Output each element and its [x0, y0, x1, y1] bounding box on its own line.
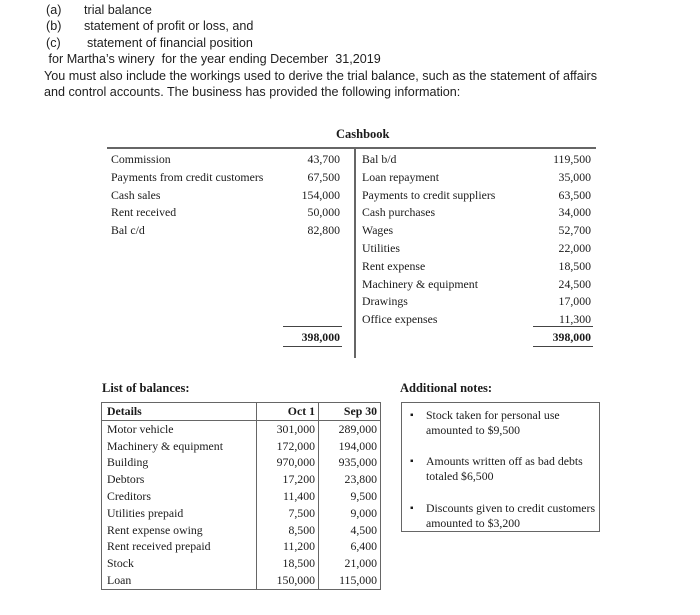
debit-total: 398,000 [301, 330, 340, 344]
table-row [102, 505, 381, 522]
credit-entry-value: 63,500 [558, 187, 591, 202]
row-oct-1: 301,000 [257, 420, 319, 437]
bullet-icon: ▪ [410, 456, 414, 467]
row-label: Motor vehicle [107, 421, 174, 436]
debit-entry-label: Payments from credit customers [111, 169, 264, 184]
cashbook-debit-labels [111, 151, 263, 240]
credit-entry-label: Bal b/d [362, 152, 397, 166]
credit-entry-label: Wages [362, 223, 394, 238]
debit-entry-value: 82,800 [307, 223, 340, 238]
row-label: Machinery & equipment [107, 438, 223, 453]
credit-entry-label: Office expenses [362, 312, 438, 327]
credit-entry-value: 17,000 [558, 294, 591, 309]
cashbook-divider [354, 148, 356, 358]
row-oct-1: 11,200 [257, 538, 319, 555]
debit-entry-label: Cash sales [111, 187, 161, 202]
debit-total-bottom-rule [283, 346, 342, 347]
cashbook-credit-values [505, 151, 591, 329]
header-details: Details [102, 403, 257, 421]
table-header-row [102, 403, 381, 421]
row-label: Stock [107, 556, 134, 571]
notes-title: Additional notes: [400, 381, 493, 395]
instruction-line-3: and control accounts. The business has provided the following information: [44, 84, 461, 99]
row-oct-1: 7,500 [257, 505, 319, 522]
row-sep-30: 23,800 [319, 471, 381, 488]
credit-entry-value: 52,700 [558, 223, 591, 238]
table-row [102, 454, 381, 471]
debit-entry-value: 154,000 [301, 187, 340, 202]
credit-entry-label: Utilities [362, 240, 401, 255]
bullet-icon: ▪ [410, 503, 414, 514]
cashbook-title: Cashbook [336, 127, 390, 141]
debit-entry-label: Bal c/d [111, 223, 145, 238]
requirement-text: statement of financial position [87, 35, 253, 50]
debit-entry-value: 43,700 [307, 152, 340, 166]
cashbook-debit-values [262, 151, 340, 240]
requirement-text: statement of profit or loss, and [84, 19, 254, 34]
note-text: Discounts given to credit customers amounted to $3,200 [426, 501, 596, 530]
credit-entry-value: 34,000 [558, 205, 591, 220]
credit-entry-value: 22,000 [558, 240, 591, 255]
debit-entry-label: Rent received [111, 205, 177, 220]
balances-table [101, 402, 381, 590]
row-label: Rent received prepaid [107, 539, 211, 554]
instructions [46, 2, 597, 100]
row-oct-1: 150,000 [257, 572, 319, 589]
row-label: Debtors [107, 472, 145, 487]
credit-entry-label: Loan repayment [362, 169, 439, 184]
row-oct-1: 970,000 [257, 454, 319, 471]
credit-entry-value: 24,500 [558, 276, 591, 291]
credit-entry-value: 18,500 [558, 258, 591, 273]
balances-title: List of balances: [102, 381, 190, 395]
requirement-text: trial balance [84, 3, 152, 17]
credit-entry-value: 119,500 [553, 152, 591, 166]
row-oct-1: 11,400 [257, 488, 319, 505]
row-oct-1: 17,200 [257, 471, 319, 488]
debit-entry-label: Commission [111, 152, 171, 166]
credit-total-bottom-rule [533, 346, 593, 347]
credit-total: 398,000 [552, 330, 591, 344]
cashbook-credit-labels [362, 151, 495, 329]
note-text: Amounts written off as bad debts totaled $6,500 [426, 454, 583, 483]
row-label: Rent expense owing [107, 522, 203, 537]
row-sep-30: 21,000 [319, 555, 381, 572]
instruction-line-2: You must also include the workings used to derive the trial balance, such as the statement of affairs [44, 68, 598, 83]
table-row [102, 572, 381, 589]
row-oct-1: 8,500 [257, 522, 319, 539]
cashbook-top-rule [107, 147, 596, 149]
credit-total-top-rule [533, 326, 593, 327]
requirement-label: (b) [46, 19, 62, 34]
row-sep-30: 935,000 [319, 454, 381, 471]
row-sep-30: 115,000 [319, 572, 381, 589]
row-oct-1: 172,000 [257, 438, 319, 455]
row-label: Utilities prepaid [107, 505, 184, 520]
requirement-b [46, 18, 597, 34]
bullet-icon: ▪ [410, 410, 414, 421]
debit-total-top-rule [283, 326, 342, 327]
row-label: Loan [107, 572, 132, 587]
requirement-label: (a) [46, 3, 62, 17]
credit-entry-label: Machinery & equipment [362, 276, 478, 291]
requirement-a [46, 2, 597, 18]
requirement-c [46, 35, 597, 51]
debit-entry-value: 50,000 [307, 205, 340, 220]
requirement-label: (c) [46, 35, 61, 50]
table-row [102, 555, 381, 572]
row-sep-30: 9,000 [319, 505, 381, 522]
header-sep-30: Sep 30 [319, 403, 381, 421]
row-label: Building [107, 455, 149, 470]
notes-box [401, 402, 600, 532]
row-label: Creditors [107, 488, 151, 503]
credit-entry-label: Drawings [362, 294, 408, 309]
table-row [102, 538, 381, 555]
row-sep-30: 9,500 [319, 488, 381, 505]
row-sep-30: 6,400 [319, 538, 381, 555]
header-oct-1: Oct 1 [257, 403, 319, 421]
table-row [102, 488, 381, 505]
credit-entry-label: Payments to credit suppliers [362, 187, 496, 202]
table-row [102, 522, 381, 539]
credit-entry-value: 35,000 [558, 169, 591, 184]
row-oct-1: 18,500 [257, 555, 319, 572]
table-row [102, 438, 381, 455]
credit-entry-label: Rent expense [362, 258, 426, 273]
note-text: Stock taken for personal use amounted to $9,500 [426, 408, 560, 437]
table-row [102, 471, 381, 488]
row-sep-30: 289,000 [319, 420, 381, 437]
row-sep-30: 4,500 [319, 522, 381, 539]
row-sep-30: 194,000 [319, 438, 381, 455]
instruction-line-1: for Martha’s winery for the year ending December 31,2019 [45, 52, 381, 67]
credit-entry-value: 11,300 [558, 312, 591, 327]
table-row [102, 420, 381, 437]
debit-entry-value: 67,500 [307, 169, 340, 184]
credit-entry-label: Cash purchases [362, 205, 436, 220]
